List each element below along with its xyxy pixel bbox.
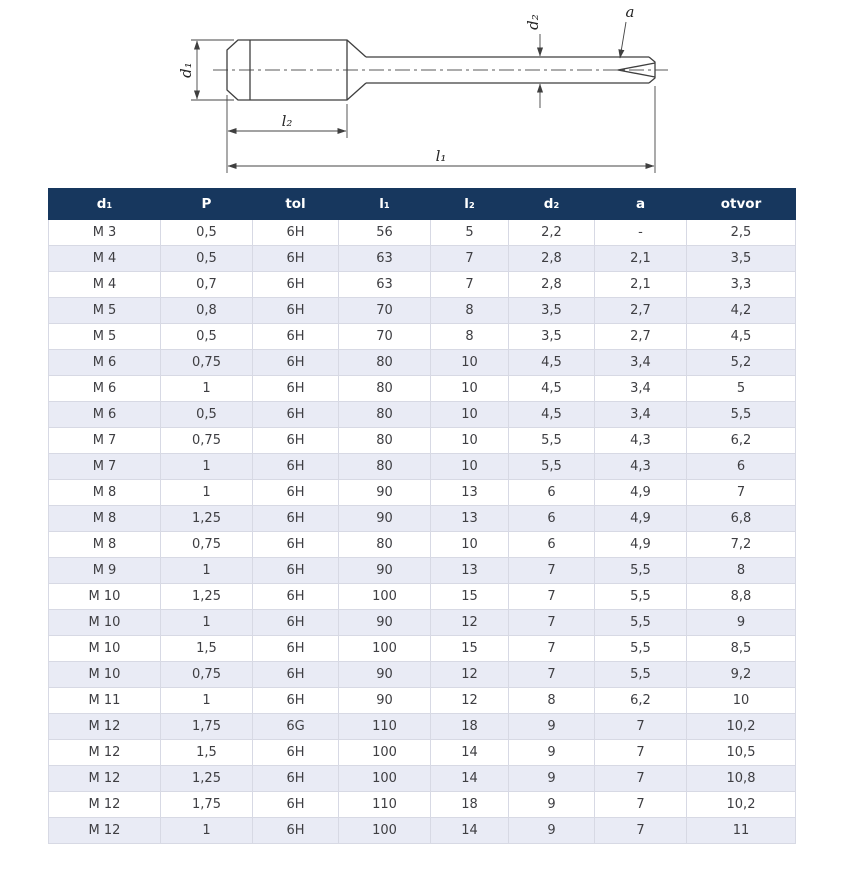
table-cell: 6H <box>253 636 339 662</box>
spec-table <box>48 188 796 844</box>
table-row <box>49 480 796 506</box>
table-cell: 10,5 <box>687 740 796 766</box>
table-cell: 5,2 <box>687 350 796 376</box>
table-cell: M 12 <box>49 714 161 740</box>
table-cell: 6H <box>253 246 339 272</box>
table-cell: 13 <box>431 480 509 506</box>
table-cell: 6 <box>509 506 595 532</box>
table-cell: 14 <box>431 740 509 766</box>
table-cell: 90 <box>339 558 431 584</box>
table-row <box>49 428 796 454</box>
table-cell: 12 <box>431 610 509 636</box>
table-cell: 90 <box>339 662 431 688</box>
table-cell: 70 <box>339 324 431 350</box>
table-cell: 6H <box>253 402 339 428</box>
table-cell: 4,9 <box>595 532 687 558</box>
table-row <box>49 506 796 532</box>
table-cell: 9 <box>509 740 595 766</box>
table-row <box>49 350 796 376</box>
table-cell: 9 <box>509 818 595 844</box>
table-cell: 6H <box>253 428 339 454</box>
table-cell: 9 <box>687 610 796 636</box>
table-cell: 10,2 <box>687 792 796 818</box>
table-cell: 7 <box>595 714 687 740</box>
table-cell: 6H <box>253 506 339 532</box>
table-cell: 56 <box>339 220 431 246</box>
table-cell: 10 <box>431 532 509 558</box>
table-cell: 4,3 <box>595 454 687 480</box>
table-cell: M 6 <box>49 376 161 402</box>
dim-label-l1: l₁ <box>435 147 447 165</box>
table-cell: 5,5 <box>595 610 687 636</box>
table-cell: 1,25 <box>161 766 253 792</box>
table-cell: 1,25 <box>161 584 253 610</box>
table-cell: 80 <box>339 532 431 558</box>
table-row <box>49 636 796 662</box>
table-row <box>49 324 796 350</box>
table-cell: - <box>595 220 687 246</box>
table-cell: 7 <box>595 818 687 844</box>
table-cell: 6H <box>253 766 339 792</box>
table-cell: 10 <box>431 350 509 376</box>
table-row <box>49 792 796 818</box>
table-cell: 6 <box>509 532 595 558</box>
table-row <box>49 714 796 740</box>
table-cell: 7 <box>431 272 509 298</box>
table-cell: 1,75 <box>161 714 253 740</box>
table-cell: 110 <box>339 714 431 740</box>
table-cell: 6H <box>253 662 339 688</box>
table-cell: 6H <box>253 532 339 558</box>
table-cell: 6H <box>253 454 339 480</box>
table-cell: 8 <box>431 324 509 350</box>
table-cell: M 5 <box>49 324 161 350</box>
table-cell: 10,2 <box>687 714 796 740</box>
table-row <box>49 740 796 766</box>
table-cell: 4,9 <box>595 480 687 506</box>
table-cell: 0,75 <box>161 532 253 558</box>
table-cell: 6H <box>253 376 339 402</box>
table-cell: 90 <box>339 480 431 506</box>
table-cell: 6 <box>509 480 595 506</box>
table-row <box>49 662 796 688</box>
table-cell: 8,5 <box>687 636 796 662</box>
table-cell: 13 <box>431 558 509 584</box>
dim-label-d2: d₂ <box>524 14 542 30</box>
table-cell: 14 <box>431 766 509 792</box>
table-cell: 6H <box>253 818 339 844</box>
table-cell: 2,7 <box>595 298 687 324</box>
table-cell: 9,2 <box>687 662 796 688</box>
table-cell: 10 <box>431 454 509 480</box>
table-cell: M 9 <box>49 558 161 584</box>
table-cell: 6H <box>253 558 339 584</box>
table-cell: 6H <box>253 350 339 376</box>
table-cell: 6H <box>253 220 339 246</box>
table-cell: M 12 <box>49 740 161 766</box>
table-cell: 7 <box>431 246 509 272</box>
table-cell: 15 <box>431 584 509 610</box>
table-cell: 6H <box>253 792 339 818</box>
table-cell: M 3 <box>49 220 161 246</box>
table-cell: 90 <box>339 506 431 532</box>
table-cell: M 8 <box>49 480 161 506</box>
table-cell: 7 <box>509 584 595 610</box>
table-cell: 90 <box>339 610 431 636</box>
column-header-p: P <box>161 189 253 220</box>
table-cell: 3,3 <box>687 272 796 298</box>
table-cell: 9 <box>509 714 595 740</box>
table-cell: 1 <box>161 480 253 506</box>
table-cell: 7 <box>509 662 595 688</box>
table-cell: 2,2 <box>509 220 595 246</box>
table-cell: 1 <box>161 688 253 714</box>
table-cell: 4,5 <box>509 376 595 402</box>
table-cell: M 5 <box>49 298 161 324</box>
table-cell: 1,5 <box>161 636 253 662</box>
table-cell: 5,5 <box>595 636 687 662</box>
table-cell: M 4 <box>49 272 161 298</box>
column-header-otvor: otvor <box>687 189 796 220</box>
table-cell: 80 <box>339 454 431 480</box>
table-cell: 100 <box>339 766 431 792</box>
table-cell: 8 <box>431 298 509 324</box>
table-cell: 6H <box>253 480 339 506</box>
table-cell: 2,8 <box>509 272 595 298</box>
table-row <box>49 298 796 324</box>
table-cell: 63 <box>339 246 431 272</box>
table-cell: 5,5 <box>595 558 687 584</box>
table-cell: M 4 <box>49 246 161 272</box>
table-cell: 90 <box>339 688 431 714</box>
table-cell: 4,5 <box>687 324 796 350</box>
table-cell: 8 <box>687 558 796 584</box>
table-cell: M 10 <box>49 610 161 636</box>
table-cell: 2,1 <box>595 246 687 272</box>
table-cell: 2,5 <box>687 220 796 246</box>
table-row <box>49 272 796 298</box>
table-cell: 70 <box>339 298 431 324</box>
table-cell: 0,5 <box>161 220 253 246</box>
table-cell: 5 <box>431 220 509 246</box>
table-cell: 6,2 <box>595 688 687 714</box>
table-cell: 12 <box>431 688 509 714</box>
table-cell: M 11 <box>49 688 161 714</box>
table-cell: 1 <box>161 610 253 636</box>
table-cell: 3,5 <box>509 324 595 350</box>
table-cell: M 10 <box>49 636 161 662</box>
table-cell: 18 <box>431 792 509 818</box>
table-row <box>49 532 796 558</box>
table-cell: 100 <box>339 740 431 766</box>
table-row <box>49 558 796 584</box>
dim-label-l2: l₂ <box>281 112 293 130</box>
table-cell: 13 <box>431 506 509 532</box>
table-cell: 80 <box>339 350 431 376</box>
table-cell: 7 <box>595 766 687 792</box>
table-cell: 80 <box>339 376 431 402</box>
dimension-l2 <box>227 95 347 173</box>
column-header-d1: d₁ <box>49 189 161 220</box>
table-cell: 4,3 <box>595 428 687 454</box>
table-cell: 6H <box>253 272 339 298</box>
table-row <box>49 584 796 610</box>
table-cell: 2,1 <box>595 272 687 298</box>
table-cell: 8,8 <box>687 584 796 610</box>
table-cell: 6H <box>253 740 339 766</box>
table-cell: 9 <box>509 766 595 792</box>
spec-table-body <box>49 220 796 844</box>
table-cell: 0,5 <box>161 324 253 350</box>
table-cell: 6 <box>687 454 796 480</box>
column-header-l2: l₂ <box>431 189 509 220</box>
table-cell: 9 <box>509 792 595 818</box>
table-cell: 6H <box>253 688 339 714</box>
table-cell: 5,5 <box>687 402 796 428</box>
table-cell: 1 <box>161 558 253 584</box>
column-header-a: a <box>595 189 687 220</box>
table-cell: 6H <box>253 298 339 324</box>
table-cell: M 12 <box>49 792 161 818</box>
table-cell: 3,4 <box>595 402 687 428</box>
table-cell: M 10 <box>49 584 161 610</box>
table-cell: 7 <box>509 558 595 584</box>
table-cell: 6H <box>253 324 339 350</box>
table-cell: M 8 <box>49 506 161 532</box>
table-cell: 110 <box>339 792 431 818</box>
table-cell: M 6 <box>49 402 161 428</box>
table-cell: 80 <box>339 402 431 428</box>
spec-table-head <box>49 189 796 220</box>
column-header-d2: d₂ <box>509 189 595 220</box>
column-header-tol: tol <box>253 189 339 220</box>
table-cell: 0,75 <box>161 350 253 376</box>
table-cell: 4,9 <box>595 506 687 532</box>
table-cell: M 7 <box>49 428 161 454</box>
table-cell: 100 <box>339 818 431 844</box>
table-cell: 4,5 <box>509 350 595 376</box>
table-cell: 1 <box>161 376 253 402</box>
table-cell: 1 <box>161 818 253 844</box>
table-cell: 6H <box>253 610 339 636</box>
table-cell: M 12 <box>49 818 161 844</box>
table-cell: 6,8 <box>687 506 796 532</box>
table-cell: 8 <box>509 688 595 714</box>
table-cell: 7,2 <box>687 532 796 558</box>
table-cell: 0,5 <box>161 246 253 272</box>
table-row <box>49 220 796 246</box>
table-cell: 80 <box>339 428 431 454</box>
table-cell: 5,5 <box>509 454 595 480</box>
table-cell: 5 <box>687 376 796 402</box>
table-cell: 6H <box>253 584 339 610</box>
table-cell: 5,5 <box>595 662 687 688</box>
table-cell: 12 <box>431 662 509 688</box>
table-cell: 10 <box>431 428 509 454</box>
table-cell: 1 <box>161 454 253 480</box>
table-cell: 15 <box>431 636 509 662</box>
table-cell: 2,8 <box>509 246 595 272</box>
table-cell: 2,7 <box>595 324 687 350</box>
table-cell: 0,75 <box>161 428 253 454</box>
table-cell: M 12 <box>49 766 161 792</box>
table-row <box>49 688 796 714</box>
table-cell: 7 <box>595 792 687 818</box>
table-cell: 100 <box>339 584 431 610</box>
table-row <box>49 376 796 402</box>
table-cell: 7 <box>509 610 595 636</box>
column-header-l1: l₁ <box>339 189 431 220</box>
table-row <box>49 818 796 844</box>
table-cell: M 10 <box>49 662 161 688</box>
table-row <box>49 402 796 428</box>
callout-a-leader <box>620 22 626 58</box>
table-cell: 18 <box>431 714 509 740</box>
table-cell: 6G <box>253 714 339 740</box>
table-cell: 4,5 <box>509 402 595 428</box>
dim-label-d1: d₁ <box>177 62 195 78</box>
table-cell: 1,75 <box>161 792 253 818</box>
table-cell: 100 <box>339 636 431 662</box>
table-cell: 10 <box>431 402 509 428</box>
table-cell: 6,2 <box>687 428 796 454</box>
header-row <box>49 189 796 220</box>
table-cell: 5,5 <box>595 584 687 610</box>
table-row <box>49 246 796 272</box>
table-row <box>49 610 796 636</box>
table-row <box>49 454 796 480</box>
table-cell: 3,5 <box>687 246 796 272</box>
table-cell: 10 <box>687 688 796 714</box>
table-cell: 0,8 <box>161 298 253 324</box>
table-cell: 3,4 <box>595 350 687 376</box>
table-cell: 10 <box>431 376 509 402</box>
table-cell: M 7 <box>49 454 161 480</box>
table-cell: 11 <box>687 818 796 844</box>
table-cell: 3,4 <box>595 376 687 402</box>
tap-technical-drawing <box>0 0 843 185</box>
table-cell: 1,5 <box>161 740 253 766</box>
table-cell: 1,25 <box>161 506 253 532</box>
table-cell: 7 <box>687 480 796 506</box>
dim-label-a: a <box>625 3 635 21</box>
table-cell: 3,5 <box>509 298 595 324</box>
table-cell: 0,7 <box>161 272 253 298</box>
table-cell: 63 <box>339 272 431 298</box>
table-cell: 7 <box>595 740 687 766</box>
table-row <box>49 766 796 792</box>
table-cell: M 6 <box>49 350 161 376</box>
table-cell: 10,8 <box>687 766 796 792</box>
table-cell: 14 <box>431 818 509 844</box>
table-cell: 5,5 <box>509 428 595 454</box>
table-cell: M 8 <box>49 532 161 558</box>
table-cell: 0,5 <box>161 402 253 428</box>
table-cell: 0,75 <box>161 662 253 688</box>
table-cell: 4,2 <box>687 298 796 324</box>
table-cell: 7 <box>509 636 595 662</box>
tap-drawing-svg <box>0 0 843 185</box>
